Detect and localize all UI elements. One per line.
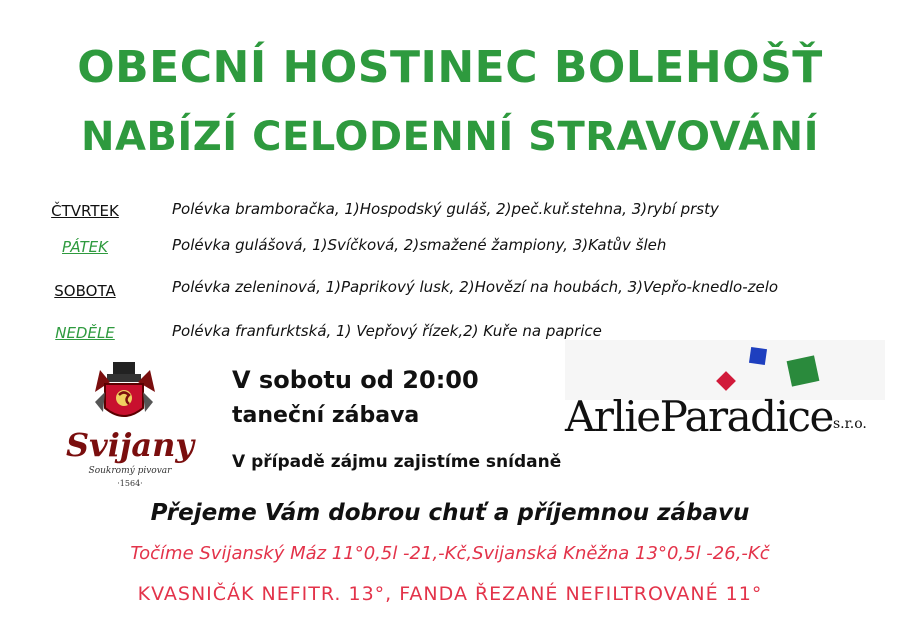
page-subtitle: NABÍZÍ CELODENNÍ STRAVOVÁNÍ: [80, 114, 820, 160]
page-title: OBECNÍ HOSTINEC BOLEHOŠŤ: [77, 42, 823, 93]
menu-thursday: Polévka bramboračka, 1)Hospodský guláš, 2)peč.kuř.stehna, 3)rybí prsty: [172, 200, 719, 218]
svijany-wordmark: Svijany: [65, 426, 195, 464]
arlie-suffix: s.r.o.: [833, 416, 867, 432]
beer-offer-line-1: Točíme Svijanský Máz 11°0,5l -21,-Kč,Svijanská Kněžna 13°0,5l -26,-Kč: [130, 543, 770, 564]
svijany-year: ·1564·: [117, 479, 143, 488]
colored-squares-icon: [565, 340, 885, 400]
arlieparadice-logo: [565, 340, 885, 450]
day-friday: PÁTEK: [62, 238, 108, 256]
event-breakfast-note: V případě zájmu zajistíme snídaně: [232, 452, 562, 472]
svijany-subtitle: Soukromý pivovar: [88, 466, 172, 476]
arlie-wordmark: ArlieParadice: [565, 392, 833, 441]
day-thursday: ČTVRTEK: [51, 202, 119, 220]
beer-offer-line-2: KVASNIČÁK NEFITR. 13°, FANDA ŘEZANÉ NEFILTROVANÉ 11°: [137, 583, 763, 605]
menu-friday: Polévka gulášová, 1)Svíčková, 2)smažené žampiony, 3)Katův šleh: [172, 236, 667, 254]
day-sunday: NEDĚLE: [55, 324, 115, 342]
event-time: V sobotu od 20:00: [232, 366, 479, 394]
event-dance: taneční zábava: [232, 403, 420, 428]
svijany-crest-icon: [55, 362, 205, 432]
menu-sunday: Polévka franfurktská, 1) Vepřový řízek,2) Kuře na paprice: [172, 322, 602, 340]
day-saturday: SOBOTA: [54, 282, 116, 300]
wish-text: Přejeme Vám dobrou chuť a příjemnou zábavu: [150, 500, 750, 526]
svijany-logo: [55, 362, 205, 492]
menu-saturday: Polévka zeleninová, 1)Paprikový lusk, 2)Hovězí na houbách, 3)Vepřo-knedlo-zelo: [172, 278, 779, 296]
